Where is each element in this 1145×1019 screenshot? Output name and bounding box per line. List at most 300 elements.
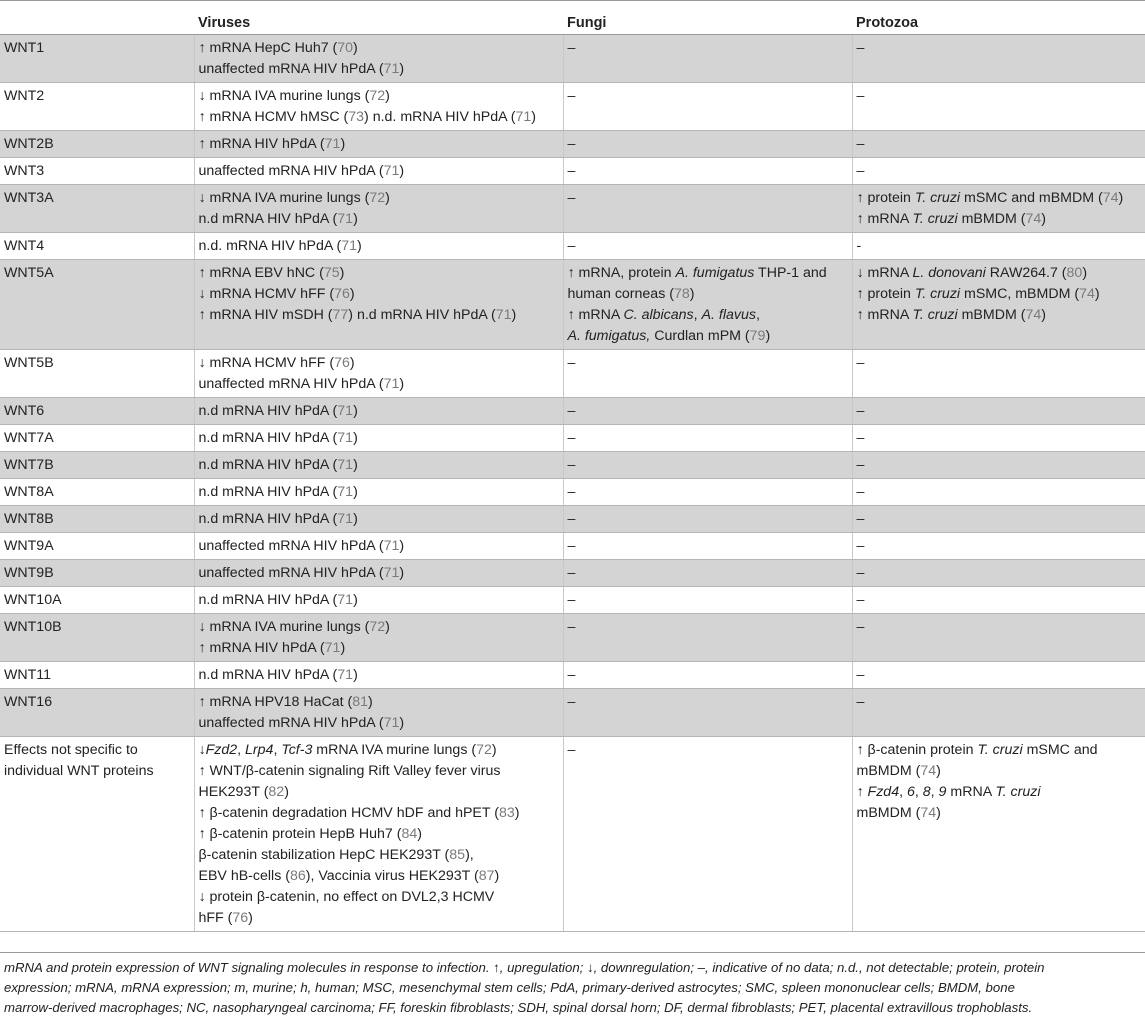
cell-line [199,59,559,80]
cell-line [199,866,559,887]
cell-line [199,107,559,128]
cell-line [199,590,559,611]
fungi-cell [563,737,852,932]
protozoa-cell [852,350,1145,398]
protozoa-cell [852,614,1145,662]
table-row [0,398,1145,425]
reference-link[interactable]: 87 [478,868,495,884]
viruses-cell [194,614,563,662]
cell-text: ) [349,355,355,371]
cell-text: – [567,619,576,635]
cell-text: – [856,457,865,473]
cell-text: , [273,742,282,758]
cell-text: ) [511,307,517,323]
protozoa-cell [852,425,1145,452]
cell-text: human corneas ( [567,286,674,302]
fungi-cell [563,131,852,158]
cell-text: THP-1 and [754,265,827,281]
protozoa-cell [852,506,1145,533]
reference-link[interactable]: 71 [337,403,354,419]
cell-text: ↑ WNT/β-catenin signaling Rift Valley fever virus [198,763,501,779]
viruses-cell [194,533,563,560]
table-row [0,479,1145,506]
cell-line [857,161,1142,182]
cell-line [568,161,848,182]
cell-text: – [567,430,576,446]
viruses-cell [194,83,563,131]
cell-text: ↓ mRNA IVA murine lungs ( [198,190,370,206]
cell-text: , [930,784,939,800]
protozoa-cell [852,737,1145,932]
cell-line [568,284,848,305]
reference-link[interactable]: 71 [337,592,354,608]
reference-link[interactable]: 71 [337,667,354,683]
cell-text: ) [399,61,405,77]
cell-line [857,38,1142,59]
cell-text: ) [353,592,358,608]
cell-line [857,305,1142,326]
cell-text: – [567,136,576,152]
table-row [0,587,1145,614]
cell-text: ↓ mRNA IVA murine lungs ( [198,88,370,104]
cell-line [199,617,559,638]
cell-text: ↑ mRNA HPV18 HaCat ( [198,694,353,710]
cell-text: ) [340,136,346,152]
cell-text: n.d mRNA HIV hPdA ( [198,430,338,446]
cell-line [568,428,848,449]
table-row [0,506,1145,533]
cell-line [857,134,1142,155]
cell-text: n.d mRNA HIV hPdA ( [198,457,338,473]
cell-text: ↑ protein [856,190,915,206]
cell-text: – [567,511,576,527]
cell-text: – [567,40,576,56]
reference-link[interactable]: 71 [383,565,400,581]
cell-text: ) [353,211,358,227]
cell-text: – [856,355,865,371]
fungi-cell [563,506,852,533]
cell-text: RAW264.7 ( [985,265,1067,281]
table-row [0,662,1145,689]
cell-text: ↓ mRNA HCMV hFF ( [198,355,335,371]
cell-line [857,86,1142,107]
gene-cell: WNT5B [0,350,194,398]
cell-text: ) [531,109,536,125]
cell-text: ↑ protein [856,286,915,302]
cell-text: - [856,238,862,254]
footnote-line: marrow-derived macrophages; NC, nasopharyngeal carcinoma; FF, foreskin fibroblasts; SDH, spinal dorsal horn; DF, dermal fibroblasts; PET, placental extravillous trophoblasts. [4,1000,1033,1015]
cell-line [199,455,559,476]
cell-line [199,536,559,557]
table-footnote [4,958,1142,1018]
table-row [0,614,1145,662]
reference-link[interactable]: 71 [383,376,400,392]
cell-line [568,692,848,713]
fungi-cell [563,260,852,350]
cell-text: – [856,694,865,710]
cell-line [568,401,848,422]
cell-line [857,617,1142,638]
protozoa-cell [852,662,1145,689]
cell-line [857,482,1142,503]
protozoa-cell [852,452,1145,479]
cell-text: – [567,667,576,683]
cell-text: – [856,565,865,581]
protozoa-cell [852,560,1145,587]
cell-text: – [567,592,576,608]
cell-text: ) [340,640,346,656]
cell-text: ) [689,286,695,302]
cell-text: ) [353,667,358,683]
gene-cell: WNT9B [0,560,194,587]
viruses-cell [194,560,563,587]
cell-text: – [567,538,576,554]
reference-link[interactable]: 74 [920,805,937,821]
viruses-cell [194,131,563,158]
gene-cell: Effects not specific to individual WNT proteins [0,737,194,932]
cell-text: ) [1118,190,1124,206]
viruses-cell [194,662,563,689]
reference-link[interactable]: 83 [498,805,515,821]
reference-link[interactable]: 72 [476,742,492,758]
cell-text: Curdlan mPM ( [650,328,750,344]
cell-text: ↑ β-catenin protein [856,742,978,758]
reference-link[interactable]: 71 [383,538,400,554]
reference-link[interactable]: 71 [324,640,341,656]
viruses-cell [194,398,563,425]
reference-link[interactable]: 71 [337,457,354,473]
cell-text: – [567,403,576,419]
reference-link[interactable]: 74 [1102,190,1119,206]
cell-text: – [856,511,865,527]
cell-line [857,455,1142,476]
reference-link[interactable]: 72 [369,88,386,104]
cell-text: ) [385,190,390,206]
cell-text: n.d mRNA HIV hPdA ( [198,403,338,419]
cell-line [199,38,559,59]
reference-link[interactable]: 81 [352,694,369,710]
cell-text: T. cruzi [912,307,958,323]
cell-line [199,887,559,908]
cell-text: ↑ mRNA EBV hNC ( [198,265,324,281]
cell-text: mSMC and [1022,742,1098,758]
cell-text: ) [399,565,405,581]
cell-text: ) n.d. mRNA HIV hPdA ( [364,109,516,125]
cell-text: ) [353,40,358,56]
cell-line [199,236,559,257]
cell-line [199,761,559,782]
viruses-cell [194,233,563,260]
cell-text: EBV hB-cells ( [198,868,290,884]
cell-line [199,803,559,824]
protozoa-cell [852,185,1145,233]
gene-cell: WNT4 [0,233,194,260]
reference-link[interactable]: 80 [1066,265,1083,281]
cell-text: n.d mRNA HIV hPdA ( [198,211,338,227]
gene-cell: WNT5A [0,260,194,350]
cell-text: – [567,355,576,371]
viruses-cell [194,260,563,350]
viruses-cell [194,479,563,506]
cell-line [857,782,1142,803]
cell-line [568,563,848,584]
reference-link[interactable]: 72 [369,190,386,206]
cell-text: ↑ mRNA [567,307,624,323]
cell-text: – [856,40,865,56]
cell-text: , [237,742,246,758]
cell-text: ) [1041,211,1046,227]
cell-text: ) [494,868,500,884]
gene-cell: WNT11 [0,662,194,689]
viruses-cell [194,35,563,83]
viruses-cell [194,689,563,737]
cell-text: ↓ mRNA [856,265,913,281]
cell-line [857,563,1142,584]
cell-line [199,692,559,713]
cell-line [568,263,848,284]
reference-link[interactable]: 70 [337,40,354,56]
cell-text: A. flavus [701,307,756,323]
header-viruses: Viruses [194,1,563,35]
reference-link[interactable]: 71 [337,511,354,527]
cell-text: T. cruzi [912,211,958,227]
cell-text: mBMDM ( [957,307,1026,323]
reference-link[interactable]: 72 [369,619,386,635]
protozoa-cell [852,158,1145,185]
cell-line [199,305,559,326]
viruses-cell [194,185,563,233]
cell-text: HEK293T ( [198,784,269,800]
cell-text: T. cruzi [914,190,961,206]
cell-text: ) [357,238,362,254]
cell-text: C. albicans [623,307,694,323]
cell-text: ) [399,538,405,554]
cell-text: ) [765,328,771,344]
cell-text: ↑ mRNA [856,307,913,323]
fungi-cell [563,479,852,506]
cell-text: – [856,430,865,446]
reference-link[interactable]: 71 [495,307,512,323]
cell-text: Fzd2 [205,742,238,758]
cell-line [199,374,559,395]
reference-link[interactable]: 76 [334,355,350,371]
cell-text: , [755,307,760,323]
cell-line [857,209,1142,230]
gene-cell: WNT16 [0,689,194,737]
cell-line [568,740,848,761]
cell-line [568,236,848,257]
cell-line [568,536,848,557]
viruses-cell [194,158,563,185]
gene-cell: WNT2B [0,131,194,158]
cell-text: Fzd4 [867,784,900,800]
cell-line [857,284,1142,305]
cell-line [199,284,559,305]
reference-link[interactable]: 75 [323,265,340,281]
protozoa-cell [852,479,1145,506]
cell-line [568,326,848,347]
cell-text: ↓ protein β-catenin, no effect on DVL2,3 HCMV [198,889,495,905]
protozoa-cell [852,131,1145,158]
cell-line [568,509,848,530]
fungi-cell [563,185,852,233]
cell-text: unaffected mRNA HIV hPdA ( [198,715,384,731]
cell-line [568,305,848,326]
cell-text: ↓ mRNA HCMV hFF ( [198,286,335,302]
reference-link[interactable]: 74 [920,763,937,779]
table-body [0,35,1145,932]
reference-link[interactable]: 71 [383,61,400,77]
reference-link[interactable]: 82 [268,784,285,800]
cell-text: unaffected mRNA HIV hPdA ( [198,61,384,77]
table-row [0,425,1145,452]
cell-text: – [856,403,865,419]
cell-text: ) [353,457,358,473]
cell-line [568,188,848,209]
cell-line [199,188,559,209]
table-row [0,350,1145,398]
reference-link[interactable]: 71 [337,430,354,446]
reference-link[interactable]: 71 [324,136,341,152]
cell-line [199,401,559,422]
table-row [0,35,1145,83]
cell-line [199,209,559,230]
fungi-cell [563,452,852,479]
cell-text: ) [399,715,405,731]
reference-link[interactable]: 86 [289,868,306,884]
table-row [0,131,1145,158]
reference-link[interactable]: 77 [332,307,349,323]
cell-line [857,401,1142,422]
protozoa-cell [852,533,1145,560]
cell-line [857,236,1142,257]
cell-line [857,536,1142,557]
header-row [0,1,1145,35]
viruses-cell [194,506,563,533]
reference-link[interactable]: 73 [348,109,365,125]
cell-line [199,824,559,845]
cell-text: n.d mRNA HIV hPdA ( [198,667,338,683]
cell-line [199,713,559,734]
cell-text: , [693,307,702,323]
reference-link[interactable]: 85 [449,847,466,863]
cell-line [568,455,848,476]
cell-text: ) [399,376,405,392]
cell-text: mSMC, mBMDM ( [960,286,1080,302]
cell-text: – [856,592,865,608]
cell-line [568,134,848,155]
cell-line [857,761,1142,782]
cell-text: ↑ mRNA [856,211,913,227]
gene-cell: WNT1 [0,35,194,83]
fungi-cell [563,233,852,260]
cell-text: – [567,88,576,104]
gene-cell: WNT3A [0,185,194,233]
reference-link[interactable]: 71 [383,715,400,731]
fungi-cell [563,425,852,452]
table-row [0,452,1145,479]
cell-text: β-catenin stabilization HepC HEK293T ( [198,847,450,863]
footer-divider [0,952,1145,953]
reference-link[interactable]: 74 [1079,286,1095,302]
cell-line [568,38,848,59]
table-row [0,158,1145,185]
cell-line [568,482,848,503]
reference-link[interactable]: 74 [1025,211,1042,227]
gene-cell: WNT8A [0,479,194,506]
cell-text: unaffected mRNA HIV hPdA ( [198,163,384,179]
reference-link[interactable]: 71 [383,163,400,179]
cell-line [199,86,559,107]
cell-line [857,188,1142,209]
cell-line [857,740,1142,761]
cell-text: ) [339,265,345,281]
cell-text: n.d mRNA HIV hPdA ( [198,511,338,527]
cell-line [857,803,1142,824]
cell-text: , [914,784,923,800]
cell-line [199,782,559,803]
reference-link[interactable]: 79 [749,328,766,344]
cell-line [199,665,559,686]
cell-text: ↑ mRNA HIV hPdA ( [198,136,325,152]
cell-text: ) [936,763,941,779]
gene-cell: WNT3 [0,158,194,185]
cell-line [199,353,559,374]
cell-text: – [567,742,576,758]
reference-link[interactable]: 71 [337,484,354,500]
cell-line [568,590,848,611]
gene-cell: WNT9A [0,533,194,560]
cell-text: mBMDM ( [957,211,1026,227]
reference-link[interactable]: 71 [341,238,358,254]
cell-text: ) [936,805,941,821]
cell-line [199,563,559,584]
reference-link[interactable]: 76 [232,910,249,926]
cell-text: ↓ [198,742,206,758]
cell-text: – [856,136,865,152]
cell-line [199,482,559,503]
reference-link[interactable]: 78 [673,286,690,302]
reference-link[interactable]: 71 [337,211,354,227]
reference-link[interactable]: 74 [1025,307,1042,323]
cell-line [568,86,848,107]
reference-link[interactable]: 71 [515,109,532,125]
cell-text: 8 [922,784,931,800]
cell-text: Lrp4 [245,742,274,758]
cell-text: ) [353,430,358,446]
protozoa-cell [852,233,1145,260]
fungi-cell [563,398,852,425]
gene-cell: WNT8B [0,506,194,533]
cell-text: hFF ( [198,910,233,926]
cell-text: ), Vaccinia virus HEK293T ( [305,868,479,884]
cell-text: n.d mRNA HIV hPdA ( [198,592,338,608]
cell-text: ), [465,847,474,863]
cell-line [857,509,1142,530]
table-row [0,560,1145,587]
cell-text: ↑ mRNA HIV hPdA ( [198,640,325,656]
cell-line [199,161,559,182]
cell-text: ) [399,163,405,179]
cell-text: n.d. mRNA HIV hPdA ( [198,238,342,254]
reference-link[interactable]: 76 [334,286,350,302]
reference-link[interactable]: 84 [401,826,418,842]
gene-cell: WNT6 [0,398,194,425]
cell-text: – [567,457,576,473]
fungi-cell [563,83,852,131]
gene-cell: WNT7B [0,452,194,479]
cell-text: – [567,484,576,500]
